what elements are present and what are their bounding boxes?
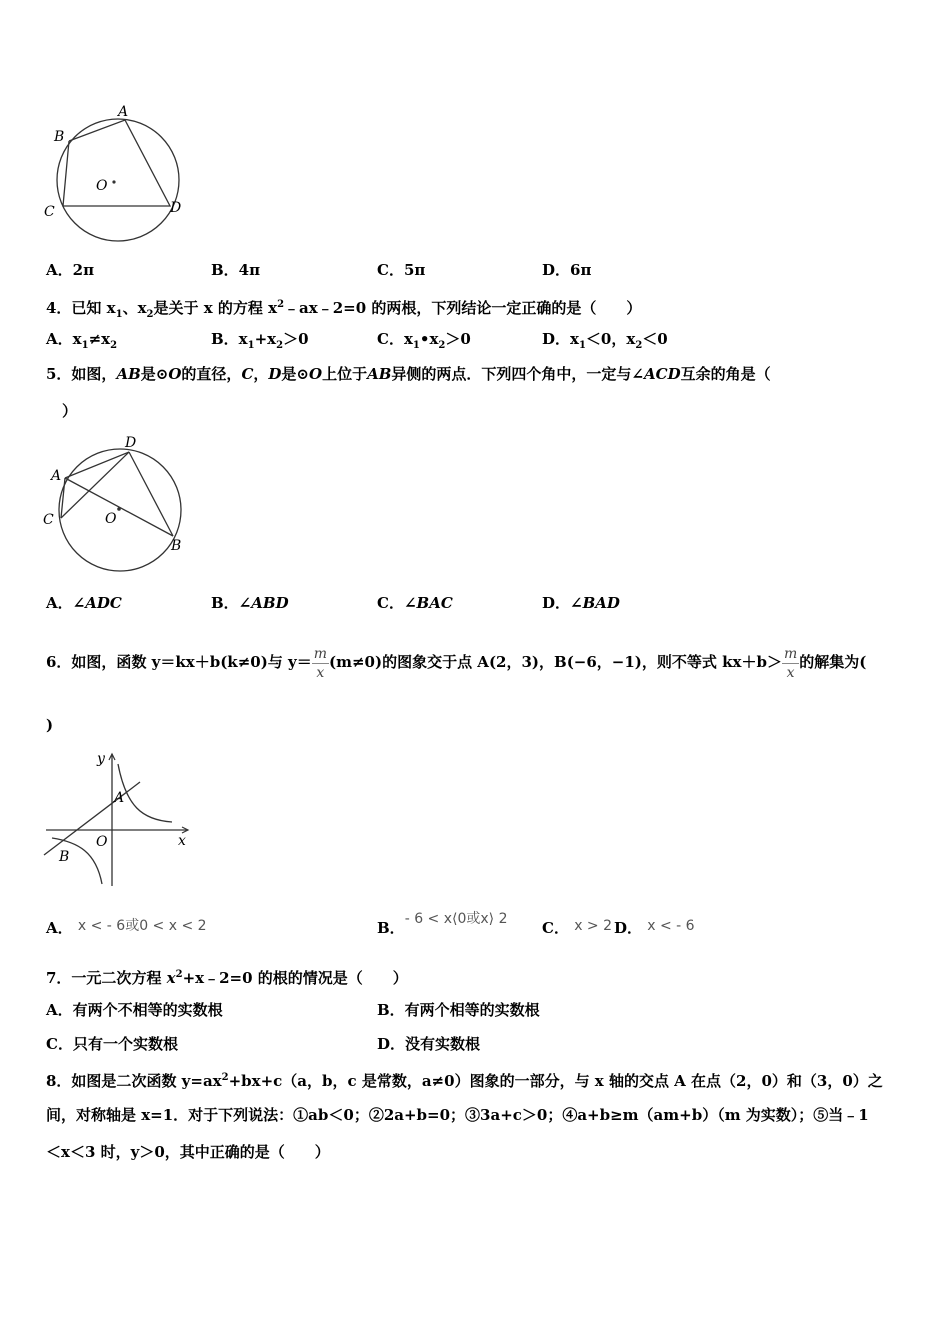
q6-hyperbola-upper bbox=[118, 764, 172, 822]
q4-option-b: B．$x_1+x_2>0$ bbox=[211, 330, 309, 351]
q3-option-c: C．5π bbox=[377, 261, 426, 279]
q3-label-c: C bbox=[44, 204, 55, 220]
q3-circle bbox=[57, 119, 182, 241]
q3-option-d: D．6π bbox=[542, 261, 592, 279]
q5-question-close: ） bbox=[62, 402, 78, 420]
q6-option-a: A． x < - 6或0 < x < 2 bbox=[46, 918, 207, 937]
q5-figure bbox=[40, 432, 200, 582]
q6-figure bbox=[40, 748, 200, 890]
q7-option-c: C．只有一个实数根 bbox=[46, 1035, 178, 1053]
q5-label-d: D bbox=[125, 435, 137, 451]
q5-option-a: A．∠ADC bbox=[46, 594, 122, 612]
q5-option-b: B．∠ABD bbox=[211, 594, 289, 612]
q6-option-c: C． x > 2 bbox=[542, 918, 613, 937]
q3-label-d: D bbox=[170, 200, 182, 216]
q5-label-c: C bbox=[43, 512, 54, 528]
q5-question: 5．如图，AB是⊙O的直径，C，D是⊙O上位于AB异侧的两点．下列四个角中，一定与∠ACD互余的角是（ bbox=[46, 365, 771, 383]
q3-center-dot bbox=[112, 180, 115, 183]
q6-line-kx-plus-b bbox=[44, 782, 140, 855]
q7-option-a: A．有两个不相等的实数根 bbox=[46, 1001, 223, 1019]
q6-option-d: D． x < - 6 bbox=[614, 918, 695, 937]
q5-diameter-ab bbox=[65, 478, 173, 536]
q7-option-d: D．没有实数根 bbox=[377, 1035, 481, 1053]
q3-label-a: A bbox=[118, 104, 129, 120]
q7-question: 7．一元二次方程 $x^2+x﹣2=0$ 的根的情况是（ ） bbox=[46, 969, 408, 987]
q5-label-a: A bbox=[51, 468, 62, 484]
q6-label-a: A bbox=[114, 790, 125, 806]
q4-option-d: D．$x_1<0$，$x_2<0$ bbox=[542, 330, 668, 351]
q4-question: 4．已知 $x_1$、$x_2$是关于 x 的方程 $x^2﹣ax﹣2=0$ 的两根，下列结论一定正确的是（ ） bbox=[46, 299, 642, 320]
q5-chord-ad bbox=[65, 452, 129, 478]
q6-label-x: x bbox=[178, 833, 186, 849]
q3-option-b: B．4π bbox=[211, 261, 261, 279]
q6-fraction-m-over-x-2: $\frac{m}{x}$ bbox=[783, 645, 798, 681]
q5-chord-db bbox=[129, 452, 173, 536]
q5-option-c: C．∠BAC bbox=[377, 594, 453, 612]
q3-label-b: B bbox=[54, 129, 65, 145]
q3-label-o: O bbox=[96, 178, 108, 194]
q5-label-o: O bbox=[105, 511, 117, 527]
q3-figure bbox=[40, 100, 200, 250]
q8-question-line1: 8．如图是二次函数 $y=ax^2+bx+c(a$，b，c 是常数，a≠0）图象的一部分，与 x 轴的交点 A 在点（2，0）和（3，0）之 bbox=[46, 1072, 883, 1090]
q6-option-b: B．- 6 < x⟨0或x⟩ 2 bbox=[377, 911, 508, 937]
q6-question-close: ) bbox=[46, 716, 54, 734]
q5-label-b: B bbox=[171, 538, 182, 554]
q5-option-d: D．∠BAD bbox=[542, 594, 620, 612]
q6-label-y: y bbox=[97, 751, 105, 767]
q6-question: 6．如图，函数 y＝kx＋b(k≠0)与 y＝ $\frac{m}{x}$ (m≠0)的图象交于点 A(2，3)，B(−6，−1)，则不等式 kx＋b＞ $\frac{m}{x}$ 的解集为( bbox=[46, 645, 867, 681]
q7-option-b: B．有两个相等的实数根 bbox=[377, 1001, 540, 1019]
q8-question-line2: 间，对称轴是 x=1．对于下列说法：①ab＜0；②2a+b=0；③3a+c＞0；④a+b≥m（am+b）（m 为实数）；⑤当﹣1 bbox=[46, 1106, 869, 1124]
q8-question-line3: ＜x＜3 时，y＞0，其中正确的是（ ） bbox=[46, 1143, 330, 1161]
q5-chord-ca bbox=[61, 478, 65, 518]
q3-option-a: A．2π bbox=[46, 261, 95, 279]
q4-option-c: C．$x_1•x_2>0$ bbox=[377, 330, 471, 351]
q6-label-o: O bbox=[96, 834, 108, 850]
q6-label-b: B bbox=[59, 849, 70, 865]
q6-fraction-m-over-x: $\frac{m}{x}$ bbox=[313, 645, 328, 681]
q4-option-a: A．$x_1\ne x_2$ bbox=[46, 330, 118, 351]
q5-center-dot bbox=[117, 507, 121, 511]
